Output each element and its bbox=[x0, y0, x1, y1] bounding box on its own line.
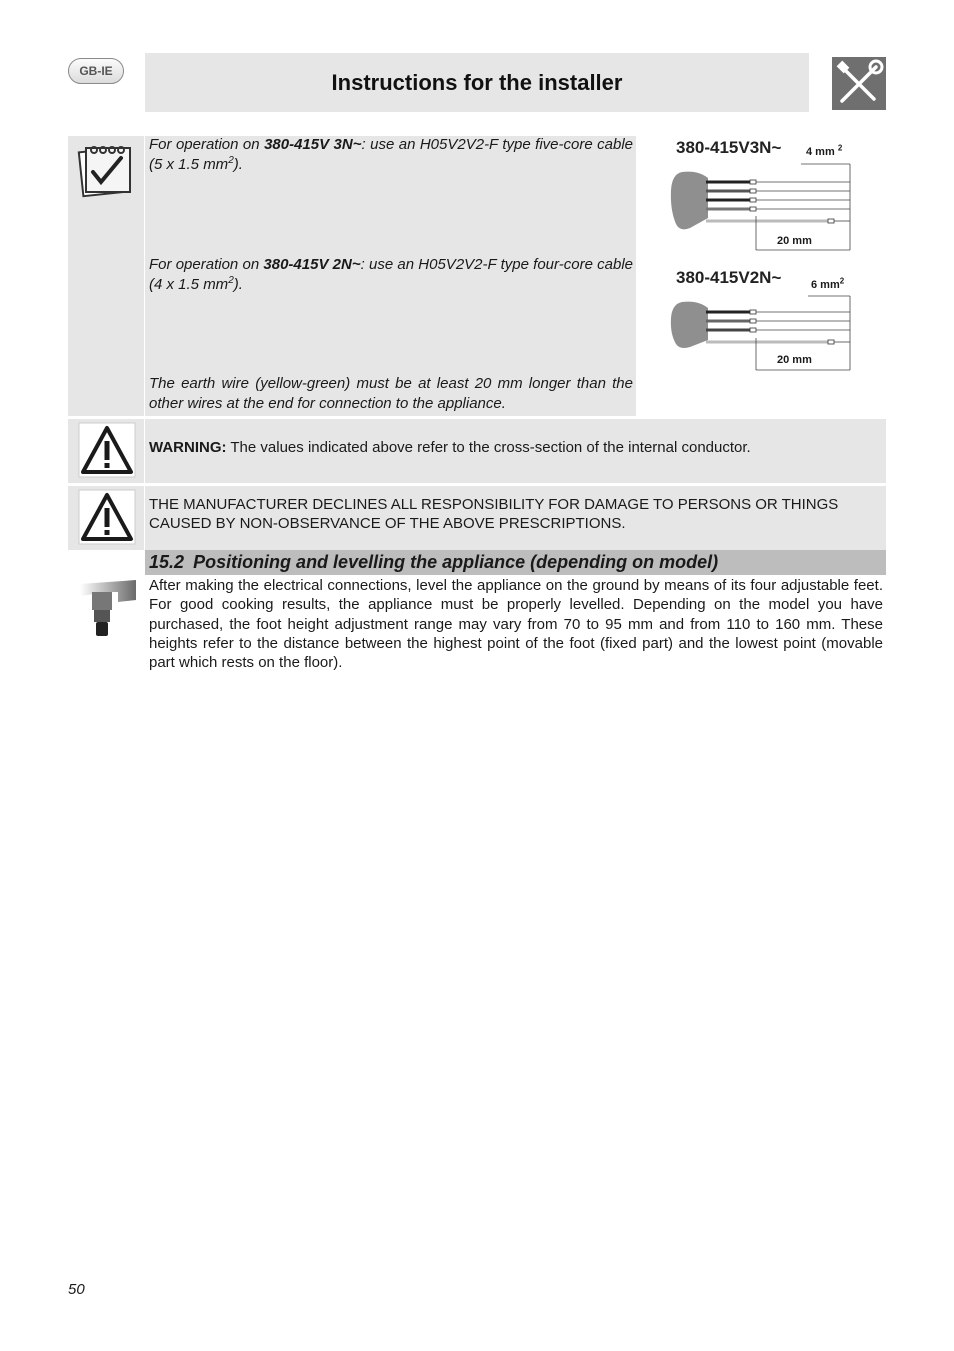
warning-text: WARNING: The values indicated above refer to the cross-section of the internal conductor. bbox=[149, 439, 751, 456]
note-earth-wire: The earth wire (yellow-green) must be at least 20 mm longer than the other wires at the end for connection to the appliance. bbox=[149, 375, 633, 412]
diagram-bottom-label: 380-415V2N~ bbox=[676, 268, 782, 287]
page-title: Instructions for the installer bbox=[331, 69, 623, 95]
diagram-top-strip-label: 4 mm $^2$ bbox=[806, 143, 843, 158]
disclaimer-text: THE MANUFACTURER DECLINES ALL RESPONSIBILITY FOR DAMAGE TO PERSONS OR THINGS CAUSED BY NON-OBSERVANCE OF THE ABOVE PRESCRIPTIONS. bbox=[149, 496, 839, 532]
warning-icon bbox=[78, 422, 136, 483]
diagram-top-earth-label: 20 mm bbox=[777, 235, 812, 247]
tools-icon bbox=[832, 57, 886, 110]
note-icon bbox=[77, 142, 135, 203]
diagram-bottom-earth-label: 20 mm bbox=[777, 354, 812, 366]
section-title: Positioning and levelling the appliance (depending on model) bbox=[193, 552, 719, 572]
page-header bbox=[145, 53, 809, 112]
warning-icon bbox=[78, 489, 136, 550]
diagram-bottom-strip-label: 6 $mm^2$ bbox=[811, 276, 845, 291]
note-two-phase: For operation on 380-415V 2N~: use an H05V2V2-F type four-core cable (4 x 1.5 $mm^2$). bbox=[149, 256, 634, 293]
diagram-top-wiring bbox=[668, 160, 858, 260]
section-heading bbox=[145, 550, 886, 575]
section-number: 15.2 bbox=[149, 552, 185, 572]
diagram-bottom-wiring bbox=[668, 292, 858, 379]
diagram-top-label: 380-415V3N~ bbox=[676, 138, 782, 157]
adjustable-foot-icon bbox=[78, 578, 140, 645]
note-three-phase: For operation on 380-415V 3N~: use an H05V2V2-F type five-core cable (5 x 1.5 $mm^2$). bbox=[149, 136, 633, 173]
language-badge: GB-IE bbox=[68, 58, 124, 84]
section-body: After making the electrical connections, level the appliance on the ground by means of its four adjustable feet. For good cooking results, the appliance must be properly levelled. Depending on the model you have purchased, the foot height adjustment range may vary from 70 to 95 mm and from 110 to 160 mm. These heights refer to the distance between the highest point of the foot (fixed part) and the lowest point (movable part which rests on the floor). bbox=[149, 577, 883, 672]
page-number: 50 bbox=[68, 1281, 85, 1298]
